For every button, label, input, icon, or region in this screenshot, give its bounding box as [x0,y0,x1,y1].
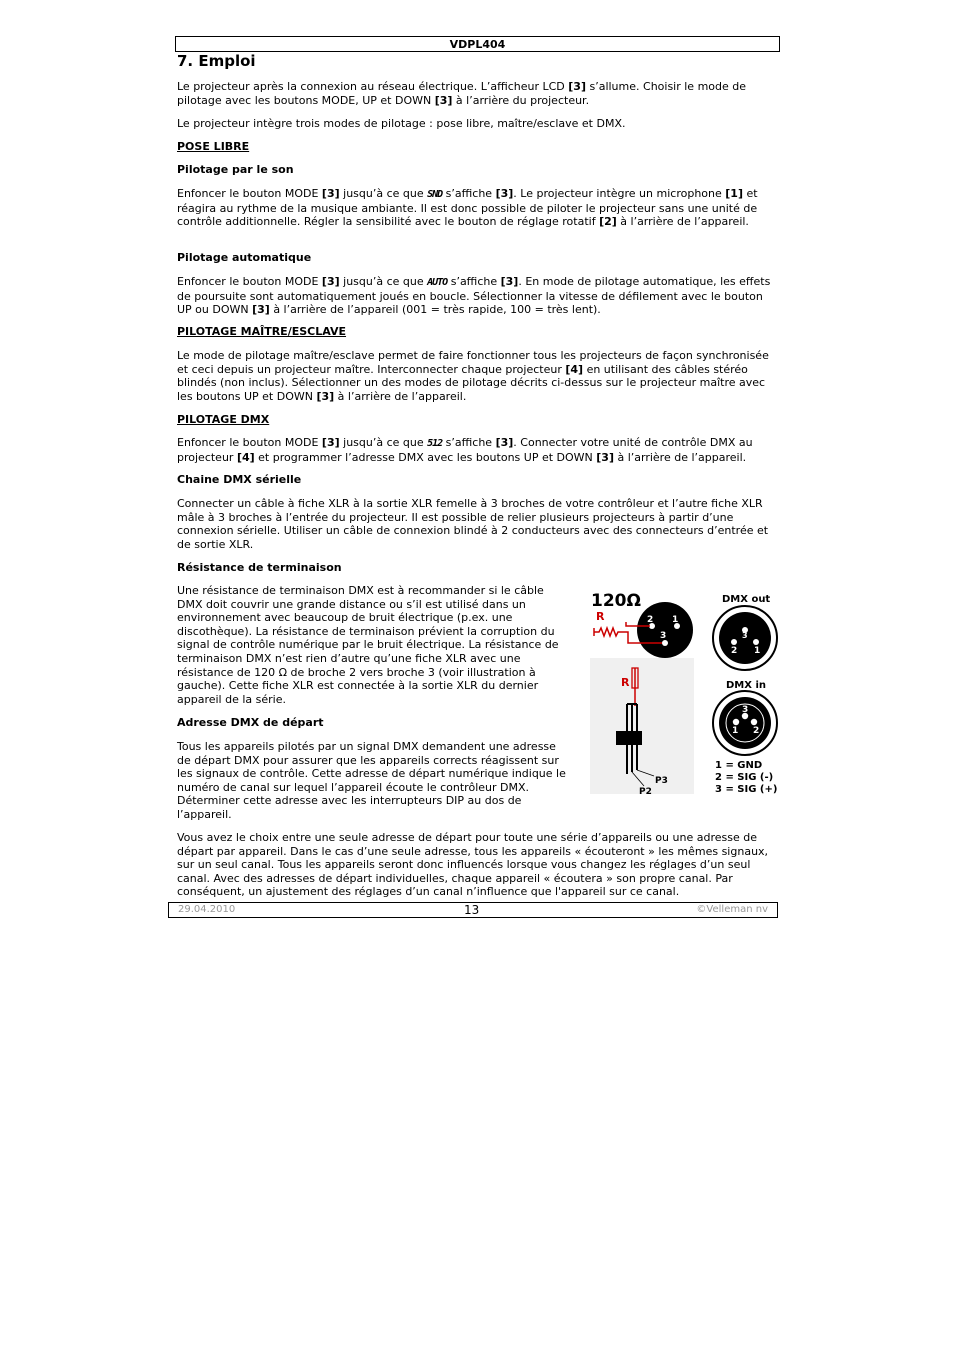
svg-text:3: 3 [660,631,667,641]
terminator-xlr-face [637,602,693,658]
adresse-paragraph: Tous les appareils pilotés par un signal DMX demandent une adresse de départ DMX pour assurer que les appareils corrects réagissent sur les signaux de contrôle. Cette adresse de départ numérique indique le numéro de canal sur lequel l’appareil écoute le contrôleur DMX. Déterminer cette adresse avec les interrupteurs DIP au dos de l’appareil. [177,740,566,821]
chaine-paragraph: Connecter un câble à fiche XLR à la sortie XLR femelle à 3 broches de votre contrôleur et l’autre fiche XLR mâle à 3 broches à l’entrée du projecteur. Il est possible de relier plusieurs projecteurs à partir d’une connexion sérielle. Utiliser un câble de connexion blindé à 2 conducteurs avec des connecteurs d’entrée et de sortie XLR. [177,497,769,551]
auto-paragraph: Enfoncer le bouton MODE [3] jusqu’à ce que AUTO s’affiche [3]. En mode de pilotage automatique, les effets de poursuite sont automatiquement joués en boucle. Sélectionner la vitesse de défilement avec le bouton UP ou DOWN [3] à l’arrière de l’appareil (001 = très rapide, 100 = très lent). [177,275,771,317]
svg-text:1: 1 [672,615,679,625]
pose-libre-heading: POSE LIBRE [177,140,250,153]
pin-p2-label: P2 [639,787,652,797]
page-number: 13 [464,903,480,917]
dmx-out-label: DMX out [722,594,771,605]
lcd-512-text: 512 [427,438,443,449]
model-name: VDPL404 [449,38,506,51]
footer-copyright: ©Velleman nv [696,904,768,915]
pin-p3-label: P3 [655,776,668,786]
lcd-snd-text: SND [427,189,443,200]
svg-text:2: 2 [647,615,654,625]
chaine-heading: Chaine DMX sérielle [177,473,302,486]
plug-body [616,731,642,745]
footer-date: 29.04.2010 [178,904,236,915]
svg-text:1 = GND: 1 = GND [715,760,763,771]
dmx-in-label: DMX in [726,680,766,691]
svg-text:3: 3 [742,631,748,640]
dmx-out-connector [713,594,777,670]
maitre-heading: PILOTAGE MAÎTRE/ESCLAVE [177,325,347,338]
dmx-heading: PILOTAGE DMX [177,413,270,426]
lcd-auto-text: AUTO [427,277,448,288]
document-header [175,36,780,52]
svg-text:2 = SIG (-): 2 = SIG (-) [715,772,774,783]
xlr-connector-figure [588,588,788,800]
final-paragraph: Vous avez le choix entre une seule adresse de départ pour toute une série d’appareils ou une adresse de départ par appareil. Dans le cas d’une seule adresse, tous les appareils « écouteront » les mêmes signaux, sur un seul canal. Tous les appareils seront donc influencés lorsque vous changez les réglages d’un seul canal. Avec des adresses de départ individuelles, chaque appareil « écoutera » son propre canal. Par conséquent, un ajustement des réglages d’un canal n’influence que l'appareil sur ce canal. [177,831,769,899]
resistance-heading: Résistance de terminaison [177,561,342,574]
son-paragraph: Enfoncer le bouton MODE [3] jusqu’à ce que SND s’affiche [3]. Le projecteur intègre un microphone [1] et réagira au rythme de la musique ambiante. Il est donc possible de piloter le projecteur sans une unité de contrôle additionnelle. Régler la sensibilité avec le bouton de réglage rotatif [2] à l’arrière de l’appareil. [177,187,758,229]
resistance-paragraph: Une résistance de terminaison DMX est à recommander si le câble DMX doit couvrir une grande distance ou s’il est utilisé dans un environnement avec beaucoup de bruit électrique (p.ex. une discothèque). La résistance de terminaison prévient la corruption du signal de contrôle numérique par le bruit électrique. La résistance de terminaison DMX n’est rien d’autre qu’une fiche XLR avec une résistance de 120 Ω de broche 2 vers broche 3 (voir illustration à gauche). Cette fiche XLR est connectée à la sortie XLR du dernier appareil de la série. [177,584,559,706]
svg-text:2: 2 [753,726,760,736]
resistor-label-2: R [621,676,630,689]
pin-legend [715,760,777,795]
son-heading: Pilotage par le son [177,163,294,176]
ohm-label: 120Ω [591,591,641,611]
adresse-heading: Adresse DMX de départ [177,716,324,729]
svg-text:2: 2 [731,646,738,656]
modes-paragraph: Le projecteur intègre trois modes de pilotage : pose libre, maître/esclave et DMX. [177,117,626,130]
document-footer [168,902,778,918]
maitre-paragraph: Le mode de pilotage maître/esclave permet de faire fonctionner tous les projecteurs de façon synchronisée et ceci depuis un projecteur maître. Interconnecter chaque projecteur [4] en utilisant des câbles stéréo blindés (non inclus). Sélectionner un des modes de pilotage décrits ci-dessus sur le projecteur maître avec les boutons UP et DOWN [3] à l’arrière de l’appareil. [177,349,769,403]
resistor-label: R [596,610,605,623]
intro-paragraph: Le projecteur après la connexion au réseau électrique. L’afficheur LCD [3] s’allume. Choisir le mode de pilotage avec les boutons MODE, UP et DOWN [3] à l’arrière du projecteur. [177,80,747,107]
auto-heading: Pilotage automatique [177,251,312,264]
dmx-paragraph: Enfoncer le bouton MODE [3] jusqu’à ce que 512 s’affiche [3]. Connecter votre unité de contrôle DMX au projecteur [4] et programmer l’adresse DMX avec les boutons UP et DOWN [3] à l’arrière de l’appareil. [177,436,753,464]
svg-text:1: 1 [732,726,739,736]
svg-text:1: 1 [754,646,761,656]
svg-text:3: 3 [742,705,749,715]
svg-text:3 = SIG (+): 3 = SIG (+) [715,784,778,795]
section-title: 7. Emploi [177,52,256,70]
dmx-in-connector [713,680,777,755]
terminator-plug-diagram [590,591,694,797]
